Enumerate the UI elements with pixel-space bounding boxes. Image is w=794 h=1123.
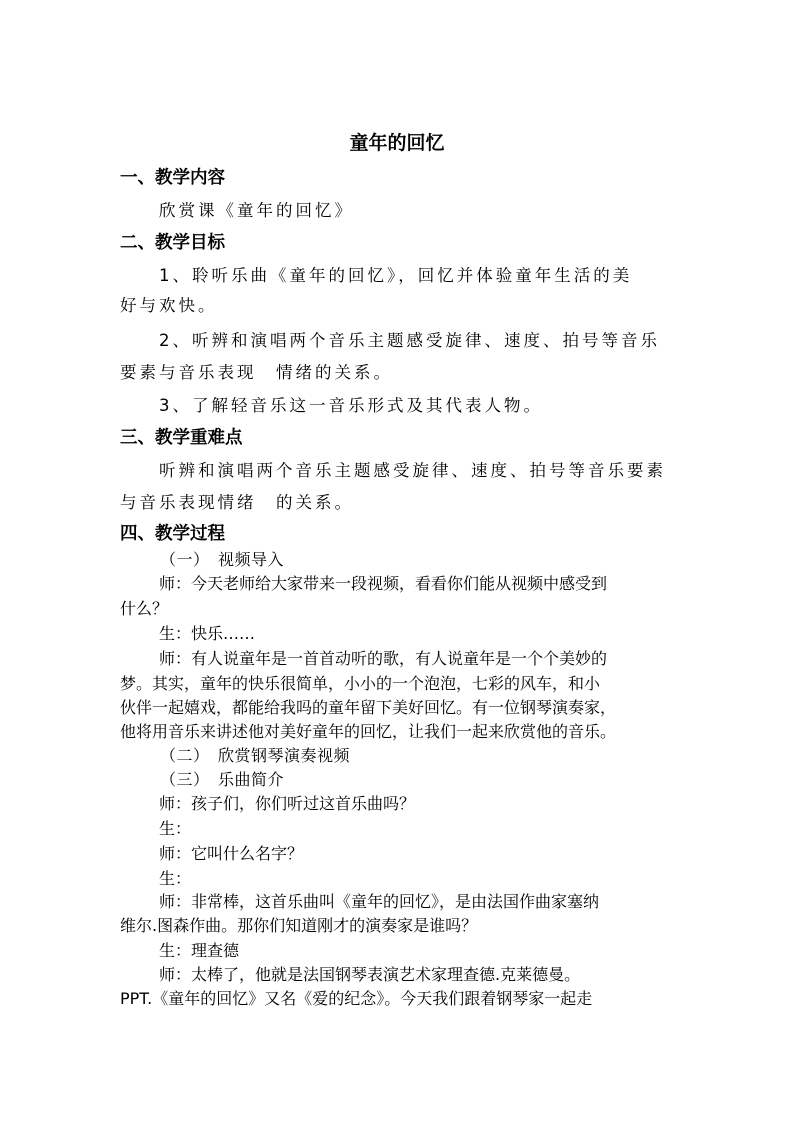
- dialogue-line: 师：今天老师给大家带来一段视频，看看你们能从视频中感受到: [159, 574, 608, 593]
- dialogue-line: 生：理查德: [159, 941, 240, 960]
- paragraph: 2、听辨和演唱两个音乐主题感受旋律、速度、拍号等音乐: [159, 331, 660, 350]
- paragraph: 3、了解轻音乐这一音乐形式及其代表人物。: [159, 396, 543, 415]
- dialogue-line: 梦。其实，童年的快乐很简单，小小的一个泡泡，七彩的风车，和小: [120, 674, 601, 693]
- dialogue-line: 师：孩子们，你们听过这首乐曲吗？: [159, 794, 416, 813]
- subheading: （一） 视频导入: [160, 550, 285, 569]
- paragraph: 欣赏课《童年的回忆》: [159, 201, 354, 220]
- subheading: （二） 欣赏钢琴演奏视频: [160, 746, 351, 765]
- dialogue-line: 什么？: [120, 599, 169, 618]
- dialogue-line: PPT.《童年的回忆》又名《爱的纪念》。今天我们跟着钢琴家一起走: [120, 989, 593, 1008]
- paragraph: 听辨和演唱两个音乐主题感受旋律、速度、拍号等音乐要素: [159, 461, 666, 480]
- section-heading-key-points: 三、教学重难点: [120, 428, 243, 448]
- dialogue-line: 师：有人说童年是一首首动听的歌，有人说童年是一个个美妙的: [159, 649, 608, 668]
- dialogue-line: 伙伴一起嬉戏，都能给我吗的童年留下美好回忆。有一位钢琴演奏家，: [120, 698, 617, 717]
- dialogue-line: 生：快乐……: [159, 624, 256, 643]
- paragraph: 与音乐表现情绪 的关系。: [120, 493, 354, 512]
- dialogue-line: 师：非常棒，这首乐曲叫《童年的回忆》，是由法国作曲家塞纳: [159, 892, 600, 911]
- dialogue-line: 生：: [159, 869, 192, 888]
- subheading: （三） 乐曲简介: [160, 770, 285, 789]
- dialogue-line: 他将用音乐来讲述他对美好童年的回忆，让我们一起来欣赏他的音乐。: [120, 722, 617, 741]
- section-heading-content: 一、教学内容: [120, 168, 225, 188]
- dialogue-line: 生：: [159, 819, 192, 838]
- section-heading-process: 四、教学过程: [120, 524, 225, 544]
- dialogue-line: 师：太棒了，他就是法国钢琴表演艺术家理查德.克莱德曼。: [159, 965, 581, 984]
- dialogue-line: 维尔.图森作曲。那你们知道刚才的演奏家是谁吗？: [120, 916, 478, 935]
- paragraph: 好与欢快。: [120, 296, 218, 315]
- paragraph: 1、聆听乐曲《童年的回忆》，回忆并体验童年生活的美: [159, 266, 633, 285]
- paragraph: 要素与音乐表现 情绪的关系。: [120, 363, 393, 382]
- dialogue-line: 师：它叫什么名字？: [159, 844, 304, 863]
- document-title: 童年的回忆: [349, 132, 445, 154]
- section-heading-goals: 二、教学目标: [120, 233, 225, 253]
